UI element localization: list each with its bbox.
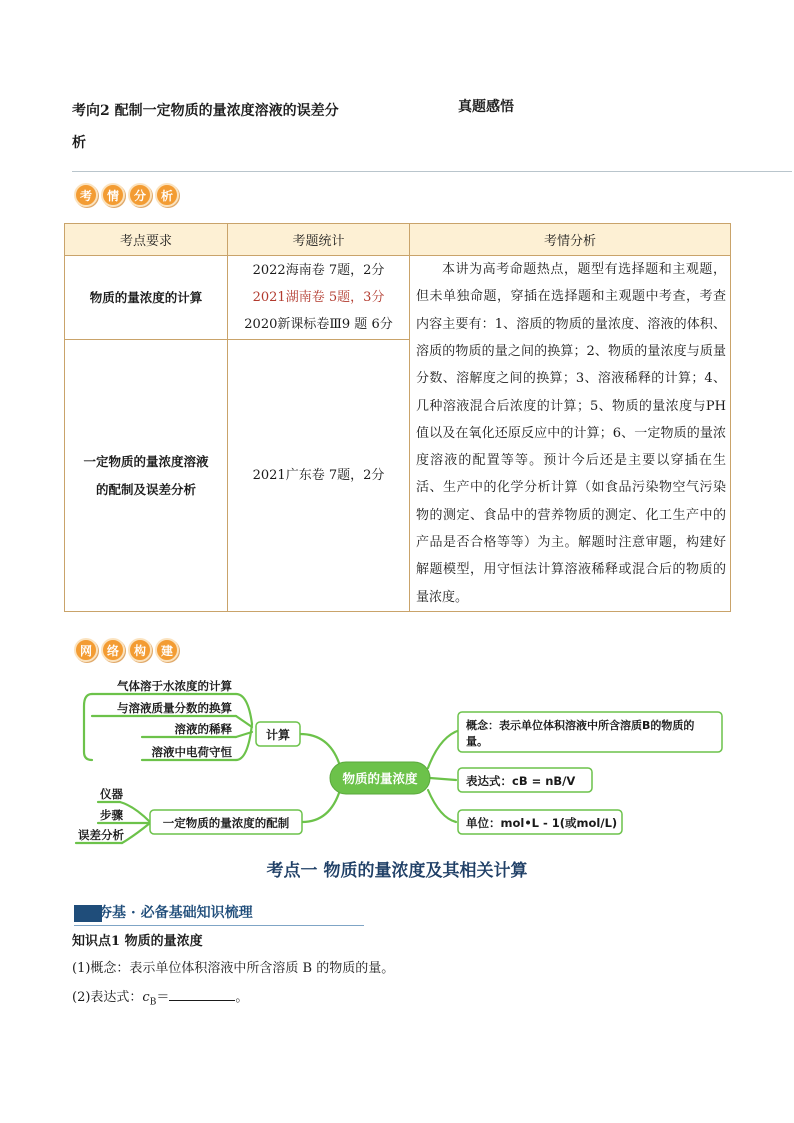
badge-char: 网 [74, 638, 98, 662]
map-expression-node: 表达式：cB = nB/V [466, 774, 576, 788]
toc-entry-2-line1: 考向2 配制一定物质的量浓度溶液的误差分 [72, 103, 339, 119]
map-calc-item: 与溶液质量分数的换算 [117, 701, 232, 715]
knowledge-concept: (1)概念：表示单位体积溶液中所含溶质 B 的物质的量。 [72, 961, 395, 976]
map-branch [300, 734, 340, 766]
map-calc-node: 计算 [265, 728, 291, 742]
stat-item: 2021湖南卷 5题，3分 [252, 290, 385, 305]
map-branch [84, 694, 92, 760]
badge-char: 构 [128, 638, 152, 662]
map-concept-line: 量。 [466, 735, 488, 748]
map-branch [236, 716, 252, 727]
header-requirement: 考点要求 [65, 224, 228, 256]
map-branch [428, 730, 460, 768]
map-calc-item: 气体溶于水浓度的计算 [117, 679, 232, 693]
section-title: 考点一 物质的量浓度及其相关计算 [266, 861, 528, 881]
badge-char: 建 [155, 638, 179, 662]
badge-char: 考 [74, 183, 98, 207]
map-branch [428, 790, 456, 822]
stat-item: 2022海南卷 7题，2分 [252, 263, 385, 278]
analysis-paragraph: 本讲为高考命题热点，题型有选择题和主观题，但未单独命题，穿插在选择题和主观题中考查，考查内容主要有：1、溶质的物质的量浓度、溶液的体积、溶质的物质的量之间的换算；2、物质的量浓度与质量分数、溶解度之间的换算；3、溶液稀释的计算；4、几种溶液混合后浓度的计算；5、物质的量浓度与PH值以及在氧化还原反应中的计算；6、一定物质的量浓度溶液的配置等等。预计今后还是主要以穿插在生活、生产中的化学分析计算（如食品污染物空气污染物的测定、食品中的营养物质的测定、化工生产中的产品是否合格等等）为主。解题时注意审题，构建好解题模型，用守恒法计算溶液稀释或混合后的物质的量浓度。 [416, 262, 726, 605]
badge-char: 分 [128, 183, 152, 207]
map-prep-node: 一定物质的量浓度的配制 [162, 816, 290, 830]
toc-entry-real-questions[interactable]: 真题感悟 [458, 99, 514, 115]
map-calc-item: 溶液中电荷守恒 [151, 745, 232, 759]
map-branch [236, 694, 252, 760]
map-prep-item: 仪器 [100, 787, 123, 801]
subsection-title: 夯基 · 必备基础知识梳理 [98, 905, 253, 921]
map-branch [430, 778, 456, 780]
knowledge-expression [72, 986, 248, 1013]
expression-subscript: B [149, 997, 157, 1008]
knowledge-point-label: 知识点1 物质的量浓度 [72, 934, 203, 949]
badge-char: 情 [101, 183, 125, 207]
header-analysis: 考情分析 [410, 224, 731, 256]
subsection-header [74, 901, 364, 926]
expression-variable: c [142, 990, 150, 1005]
knowledge-point-title [72, 932, 203, 952]
map-center-node: 物质的量浓度 [342, 771, 418, 786]
requirement-cell: 物质的量浓度的计算 [65, 256, 228, 340]
map-branch [122, 823, 150, 843]
requirement-line: 一定物质的量浓度溶液 [83, 453, 209, 469]
toc-entry-2-line2: 析 [72, 135, 86, 151]
map-concept-node-bg [458, 712, 722, 752]
map-concept-line: 概念：表示单位体积溶液中所含溶质B的物质的 [466, 719, 695, 732]
badge-char: 络 [101, 638, 125, 662]
stat-item: 2020新课标卷Ⅲ9 题 6分 [244, 317, 393, 332]
map-prep-item: 误差分析 [78, 828, 124, 842]
expression-end: 。 [235, 990, 249, 1005]
map-branch [302, 790, 340, 822]
fill-in-blank[interactable] [169, 986, 235, 1001]
stat-item: 2021广东卷 7题，2分 [252, 468, 385, 483]
requirement-line: 的配制及误差分析 [95, 481, 196, 497]
expression-equals: ＝ [156, 990, 170, 1005]
map-unit-node: 单位：mol•L - 1(或mol/L) [466, 816, 618, 830]
expression-prefix: (2)表达式： [72, 990, 143, 1005]
header-statistics: 考题统计 [228, 224, 410, 256]
map-branch [120, 802, 150, 822]
map-calc-item: 溶液的稀释 [174, 722, 232, 736]
badge-char: 析 [155, 183, 179, 207]
map-prep-item: 步骤 [100, 808, 123, 822]
